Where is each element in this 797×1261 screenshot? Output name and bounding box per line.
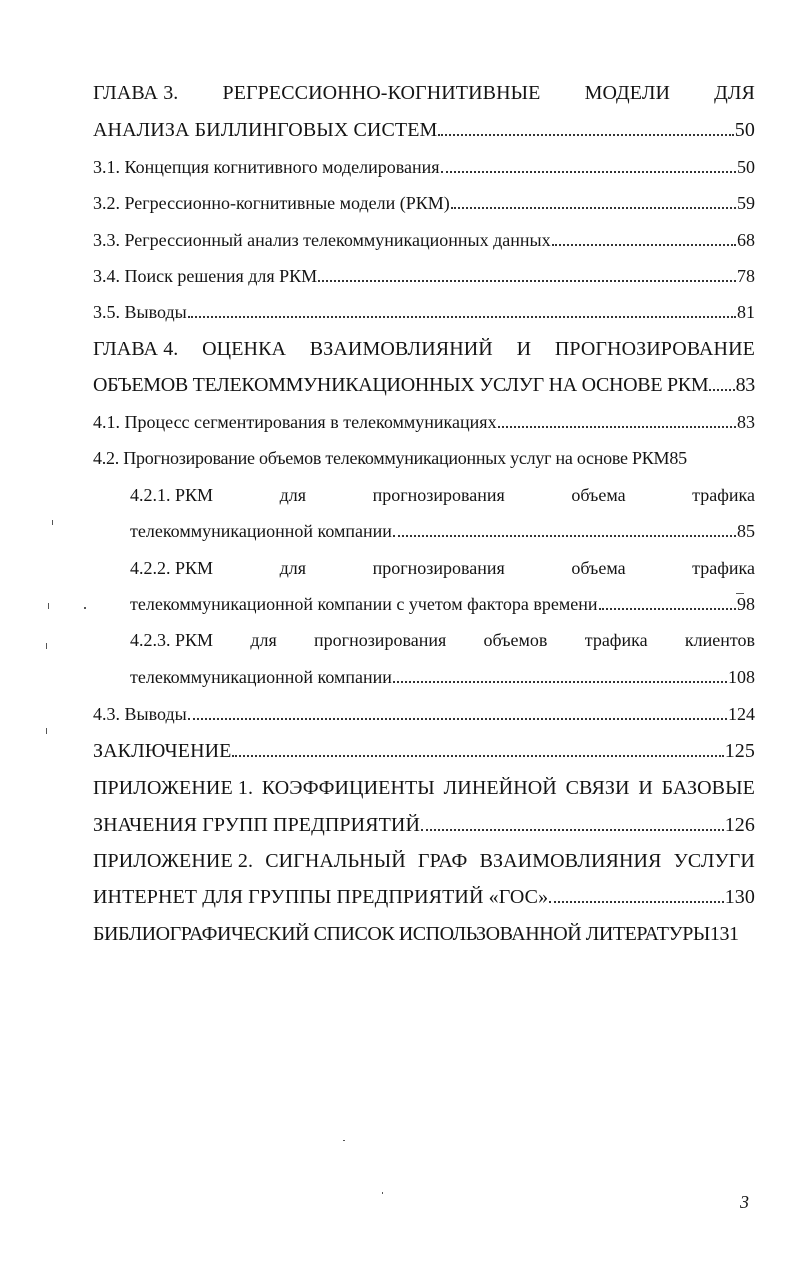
toc-entry-title: 3.2. Регрессионно-когнитивные модели (РКМ) bbox=[93, 193, 450, 213]
toc-entry-4-2-3-heading bbox=[130, 625, 755, 655]
toc-entry-title: ОБЪЕМОВ ТЕЛЕКОММУНИКАЦИОННЫХ УСЛУГ НА ОСНОВЕ РКМ bbox=[93, 374, 709, 396]
toc-entry-4-2-1[interactable] bbox=[130, 516, 755, 546]
toc-entry-4-2-3[interactable] bbox=[130, 662, 755, 692]
toc-word: ЛИНЕЙНОЙ bbox=[443, 777, 557, 799]
toc-word: ПРОГНОЗИРОВАНИЕ bbox=[554, 338, 755, 360]
dot-leader bbox=[441, 171, 736, 173]
toc-word: для bbox=[279, 558, 307, 578]
page-number: 3 bbox=[740, 1192, 749, 1212]
toc-entry-chapter-3[interactable] bbox=[93, 115, 755, 145]
dot-leader bbox=[421, 829, 724, 831]
toc-page-number: 83 bbox=[737, 412, 755, 432]
toc-word: объема bbox=[571, 558, 626, 578]
toc-page-number: 85 bbox=[669, 448, 687, 468]
toc-word: ОЦЕНКА bbox=[202, 338, 287, 360]
toc-word: трафика bbox=[584, 630, 648, 650]
dot-leader bbox=[549, 901, 723, 903]
toc-word: БАЗОВЫЕ bbox=[661, 777, 755, 799]
toc-word: ВЗАИМОВЛИЯНИЙ bbox=[309, 338, 493, 360]
toc-word: ДЛЯ bbox=[714, 82, 755, 104]
scan-speck bbox=[736, 593, 744, 594]
toc-entry-title: 4.3. Выводы bbox=[93, 704, 187, 724]
dot-leader bbox=[318, 280, 736, 282]
dot-leader bbox=[438, 134, 733, 136]
toc-word: И bbox=[638, 777, 653, 799]
toc-word: 4.2.2. РКМ bbox=[130, 558, 214, 578]
toc-word: 4.2.1. РКМ bbox=[130, 485, 214, 505]
dot-leader bbox=[599, 608, 736, 610]
toc-page-number: 50 bbox=[737, 157, 755, 177]
toc-entry-3-3[interactable] bbox=[93, 225, 755, 255]
toc-word: ВЗАИМОВЛИЯНИЯ bbox=[479, 850, 662, 872]
dot-leader bbox=[188, 316, 736, 318]
toc-entry-title: ЗНАЧЕНИЯ ГРУПП ПРЕДПРИЯТИЙ bbox=[93, 814, 421, 836]
toc-entry-title: телекоммуникационной компании bbox=[130, 521, 392, 541]
toc-entry-bibliography[interactable] bbox=[93, 919, 773, 949]
toc-entry-title: 3.4. Поиск решения для РКМ bbox=[93, 266, 318, 286]
toc-entry-title: телекоммуникационной компании bbox=[130, 667, 392, 687]
toc-entry-title: ЗАКЛЮЧЕНИЕ bbox=[93, 740, 232, 762]
toc-page-number: 125 bbox=[724, 740, 755, 762]
toc-word: ГЛАВА 3. bbox=[93, 82, 179, 104]
toc-word: прогнозирования bbox=[372, 485, 505, 505]
toc-entry-title: 3.1. Концепция когнитивного моделирования bbox=[93, 157, 440, 177]
toc-page-number: 50 bbox=[734, 119, 755, 141]
dot-leader bbox=[393, 681, 727, 683]
toc-word: объема bbox=[571, 485, 626, 505]
toc-page-number: 68 bbox=[737, 230, 755, 250]
toc-entry-4-2-1-heading bbox=[130, 480, 755, 510]
toc-page-number: 59 bbox=[737, 193, 755, 213]
toc-page-number: 83 bbox=[735, 374, 755, 396]
toc-chapter-4-heading bbox=[93, 334, 755, 364]
toc-entry-4-3[interactable] bbox=[93, 699, 755, 729]
toc-appendix-1-heading bbox=[93, 773, 755, 803]
toc-word: ПРИЛОЖЕНИЕ 1. bbox=[93, 777, 254, 799]
toc-word: И bbox=[516, 338, 532, 360]
toc-page-number: 98 bbox=[737, 594, 755, 614]
scan-speck bbox=[52, 520, 53, 525]
dot-leader bbox=[451, 207, 736, 209]
toc-page-number: 131 bbox=[709, 923, 739, 945]
dot-leader bbox=[498, 426, 736, 428]
toc-chapter-3-heading bbox=[93, 78, 755, 108]
toc-entry-title: 4.2. Прогнозирование объемов телекоммуникационных услуг на основе РКМ bbox=[93, 448, 670, 468]
toc-word: прогнозирования bbox=[314, 630, 447, 650]
toc-word: объемов bbox=[483, 630, 548, 650]
toc-entry-3-2[interactable] bbox=[93, 188, 755, 218]
toc-word: трафика bbox=[692, 485, 755, 505]
toc-entry-appendix-2[interactable] bbox=[93, 882, 755, 912]
toc-page-number: 126 bbox=[724, 814, 755, 836]
toc-word: УСЛУГИ bbox=[673, 850, 755, 872]
toc-page-number: 78 bbox=[737, 266, 755, 286]
toc-appendix-2-heading bbox=[93, 846, 755, 876]
toc-word: клиентов bbox=[684, 630, 755, 650]
toc-entry-title: 3.5. Выводы bbox=[93, 302, 187, 322]
toc-word: для bbox=[279, 485, 307, 505]
toc-page-number: 124 bbox=[728, 704, 755, 724]
toc-entry-4-1[interactable] bbox=[93, 407, 755, 437]
scan-speck bbox=[46, 728, 47, 734]
dot-leader bbox=[188, 718, 727, 720]
toc-page-number: 85 bbox=[737, 521, 755, 541]
toc-page-number: 81 bbox=[737, 302, 755, 322]
toc-word: ПРИЛОЖЕНИЕ 2. bbox=[93, 850, 254, 872]
dot-leader bbox=[393, 535, 736, 537]
toc-entry-3-5[interactable] bbox=[93, 297, 755, 327]
dot-leader bbox=[232, 755, 723, 757]
toc-word: СВЯЗИ bbox=[565, 777, 630, 799]
toc-word: трафика bbox=[692, 558, 755, 578]
toc-entry-4-2[interactable] bbox=[93, 443, 773, 473]
toc-entry-4-2-2-heading bbox=[130, 553, 755, 583]
toc-word: ГЛАВА 4. bbox=[93, 338, 179, 360]
toc-word: КОЭФФИЦИЕНТЫ bbox=[261, 777, 435, 799]
toc-page-number: 108 bbox=[728, 667, 755, 687]
toc-page-number: 130 bbox=[724, 886, 755, 908]
toc-entry-title: 4.1. Процесс сегментирования в телекоммуникациях bbox=[93, 412, 497, 432]
toc-entry-3-1[interactable] bbox=[93, 152, 755, 182]
toc-entry-3-4[interactable] bbox=[93, 261, 755, 291]
toc-entry-title: БИБЛИОГРАФИЧЕСКИЙ СПИСОК ИСПОЛЬЗОВАННОЙ ЛИТЕРАТУРЫ bbox=[93, 923, 710, 945]
dot-leader bbox=[552, 244, 736, 246]
toc-word: РЕГРЕССИОННО-КОГНИТИВНЫЕ bbox=[222, 82, 541, 104]
toc-entry-conclusion[interactable] bbox=[93, 736, 755, 766]
toc-entry-title: 3.3. Регрессионный анализ телекоммуникационных данных bbox=[93, 230, 551, 250]
toc-entry-title: телекоммуникационной компании с учетом фактора времени bbox=[130, 594, 598, 614]
toc-entry-title: ИНТЕРНЕТ ДЛЯ ГРУППЫ ПРЕДПРИЯТИЙ «ГОС» bbox=[93, 886, 549, 908]
toc-word: МОДЕЛИ bbox=[584, 82, 671, 104]
toc-entry-4-2-2[interactable] bbox=[130, 589, 755, 619]
toc-word: СИГНАЛЬНЫЙ bbox=[265, 850, 406, 872]
scan-speck bbox=[48, 603, 49, 609]
toc-entry-chapter-4[interactable] bbox=[93, 370, 755, 400]
scan-speck bbox=[46, 643, 47, 649]
toc-word: ГРАФ bbox=[417, 850, 468, 872]
dot-leader bbox=[709, 389, 734, 391]
scan-speck bbox=[84, 607, 86, 609]
toc-word: для bbox=[250, 630, 277, 650]
toc-word: прогнозирования bbox=[372, 558, 505, 578]
toc-entry-title: АНАЛИЗА БИЛЛИНГОВЫХ СИСТЕМ bbox=[93, 119, 438, 141]
toc-word: 4.2.3. РКМ bbox=[130, 630, 214, 650]
toc-entry-appendix-1[interactable] bbox=[93, 810, 755, 840]
scan-speck bbox=[343, 1140, 345, 1141]
scan-speck bbox=[382, 1192, 383, 1194]
